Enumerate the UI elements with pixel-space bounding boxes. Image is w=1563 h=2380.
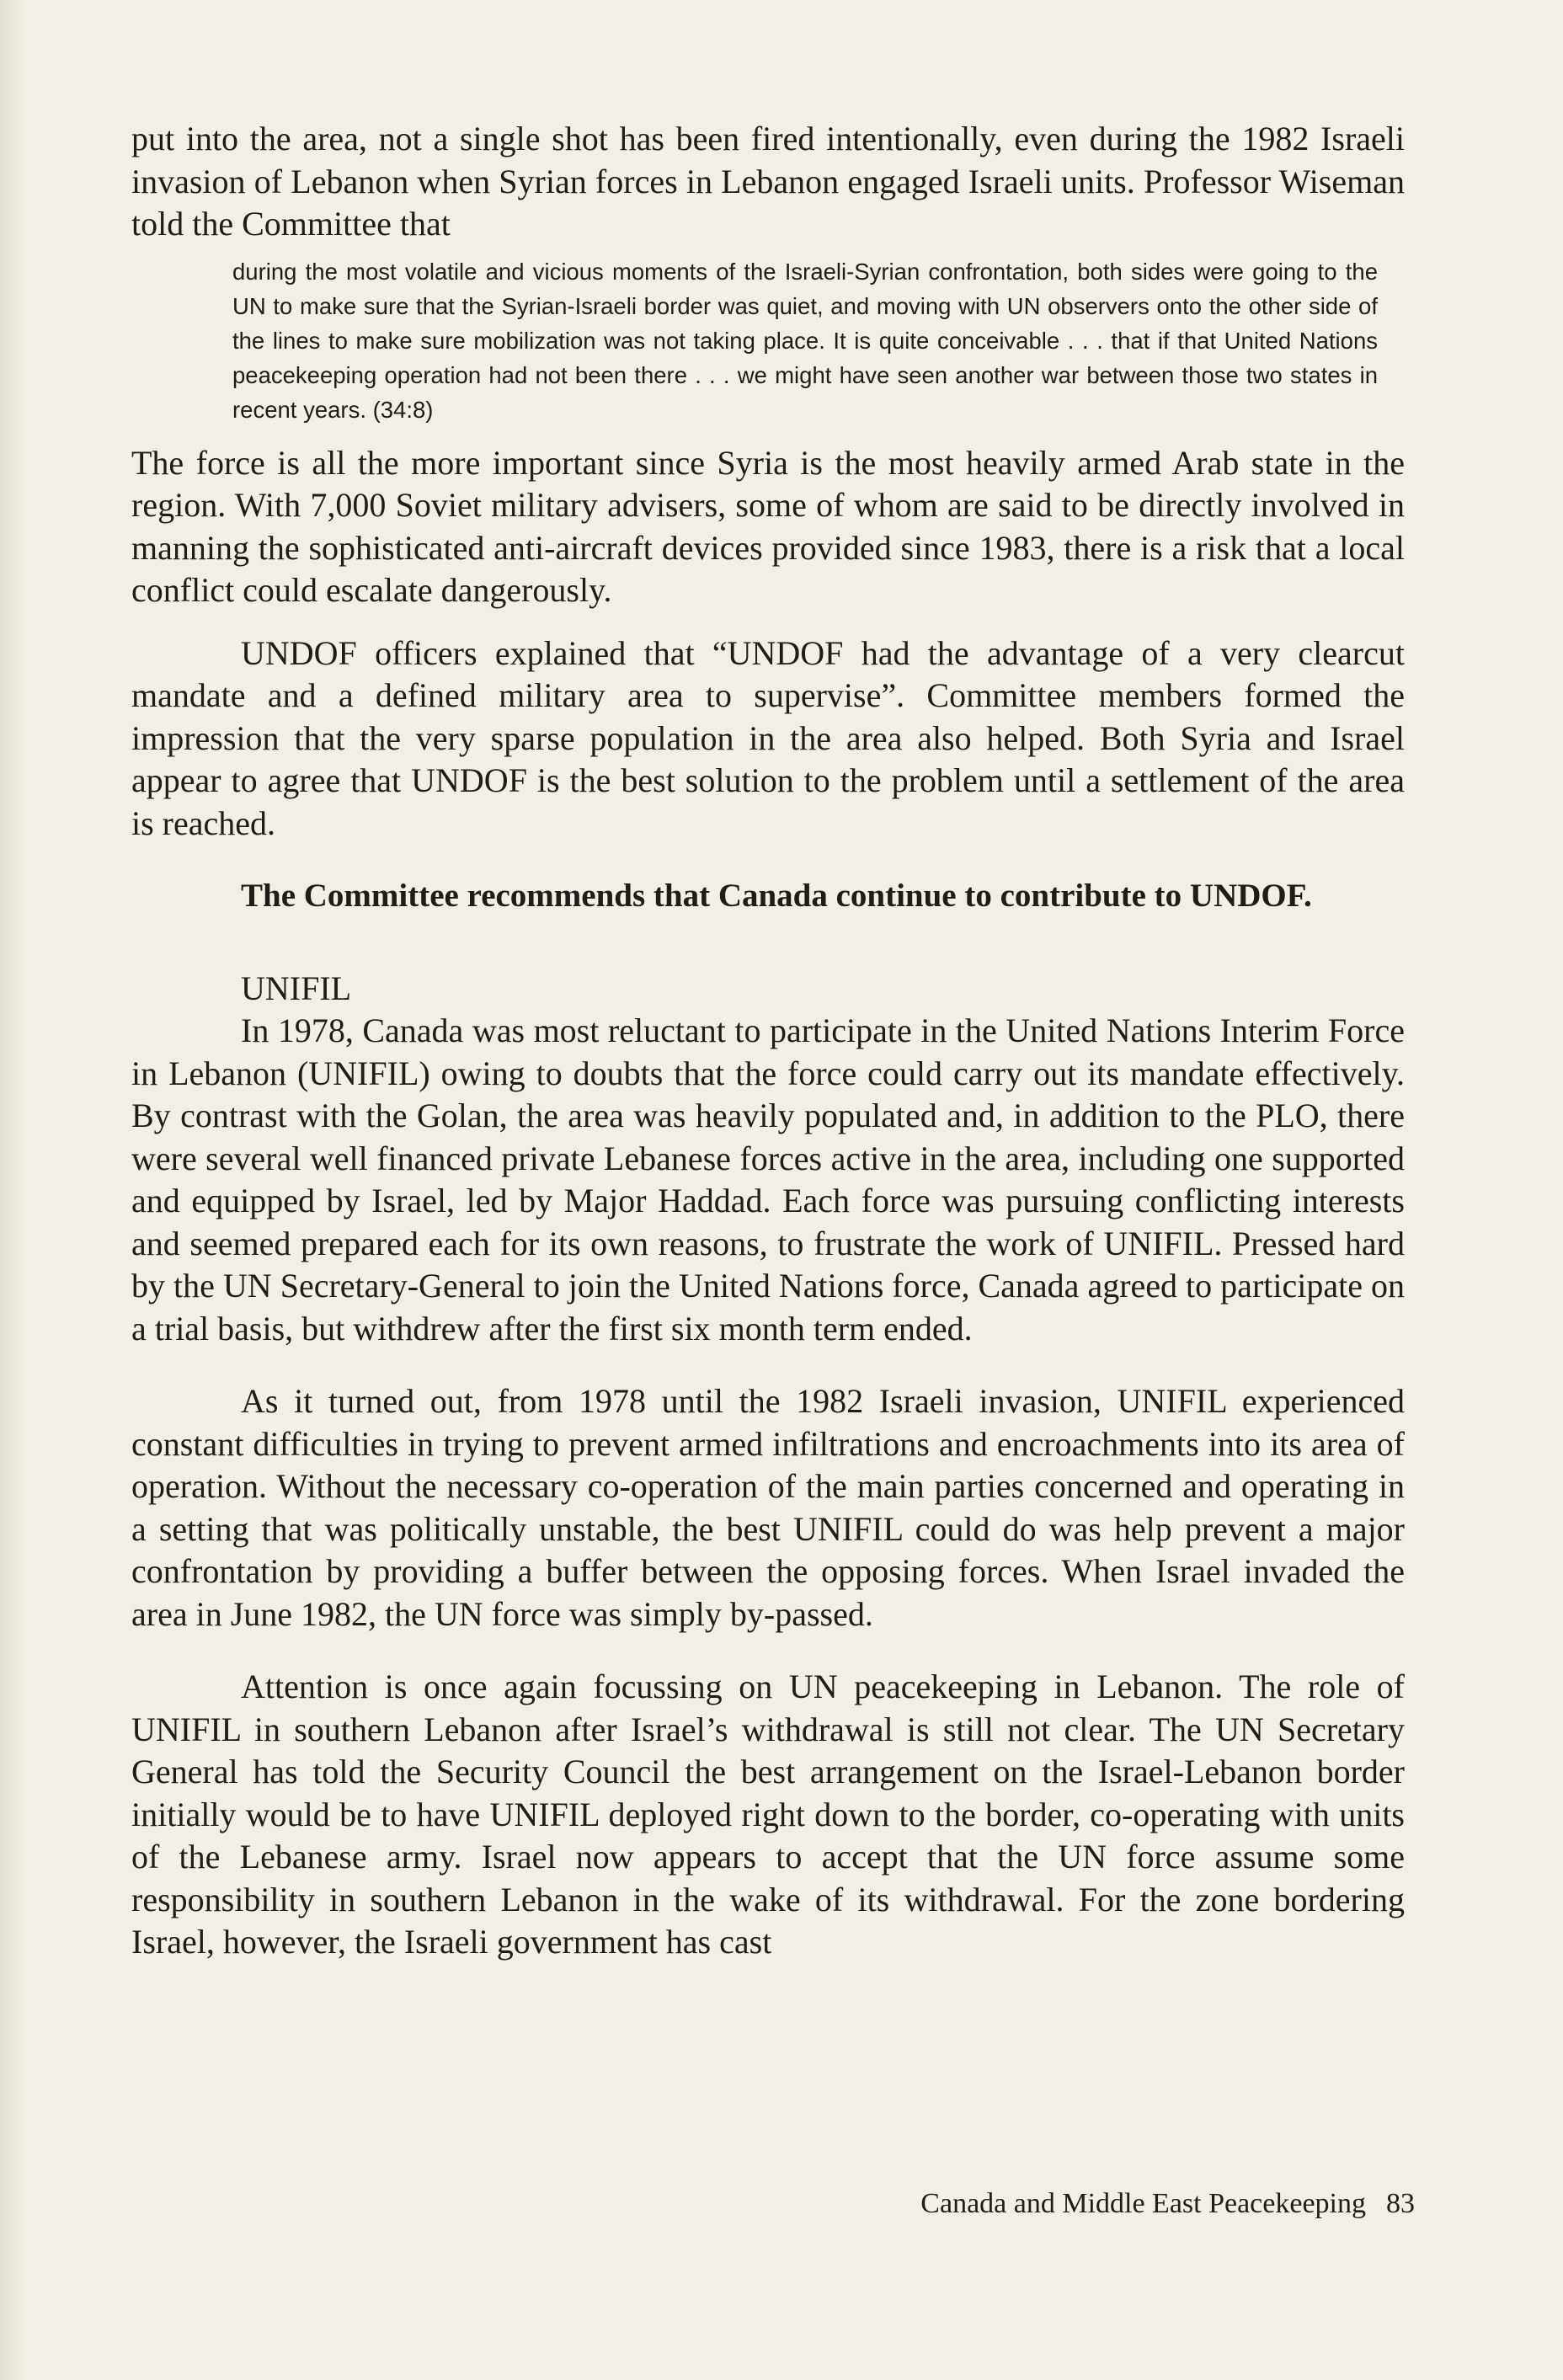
paragraph-6: Attention is once again focussing on UN peacekeeping in Lebanon. The role of UNIFIL in southern Lebanon after Israel’s withdrawal is still not clear. The UN Secretary General has told the Security Council the best arrangement on the Israel-Lebanon border initially would be to have UNIFIL deployed right down to the border, co-operating with units of the Lebanese army. Israel now appears to accept that the UN force assume some responsibility in southern Lebanon in the wake of its withdrawal. For the zone bordering Israel, however, the Israeli government has cast (131, 1668, 1405, 1961)
page-footer (825, 2187, 1415, 2221)
paragraph-4: In 1978, Canada was most reluctant to participate in the United Nations Interim Force in Lebanon (UNIFIL) owing to doubts that the force could carry out its mandate effectively. By contrast with the Golan, the area was heavily populated and, in addition to the PLO, there were several well financed private Lebanese forces active in the area, including one supported and equipped by Israel, led by Major Haddad. Each force was pursuing conflicting interests and seemed prepared each for its own reasons, to frustrate the work of UNIFIL. Pressed hard by the UN Secretary-General to join the United Nations force, Canada agreed to participate on a trial basis, but withdrew after the first six month term ended. (131, 1011, 1405, 1347)
block-quote: during the most volatile and vicious moments of the Israeli-Syrian confrontation, both sides were going to the UN to make sure that the Syrian-Israeli border was quiet, and moving with UN observers onto the other side of the lines to make sure mobilization was not taking place. It is quite conceivable . . . that if that United Nations peacekeeping operation had not been there . . . we might have seen another war between those two states in recent years. (34:8) (232, 258, 1378, 423)
paragraph-5: As it turned out, from 1978 until the 1982 Israeli invasion, UNIFIL experienced constant difficulties in trying to prevent armed infiltrations and encroachments into its area of operation. Without the necessary co-operation of the main parties concerned and operating in a setting that was politically unstable, the best UNIFIL could do was help prevent a major confrontation by providing a buffer between the opposing forces. When Israel invaded the area in June 1982, the UN force was simply by-passed. (131, 1382, 1405, 1633)
running-title: Canada and Middle East Peacekeeping (920, 2188, 1366, 2219)
paragraph-1: put into the area, not a single shot has been fired intentionally, even during the 1982 Israeli invasion of Lebanon when Syrian forces in Lebanon engaged Israeli units. Professor Wiseman told the Committee that (131, 120, 1405, 243)
paragraph-3: UNDOF officers explained that “UNDOF had the advantage of a very clearcut mandate and a defined military area to supervise”. Committee members formed the impression that the very sparse population in the area also helped. Both Syria and Israel appear to agree that UNDOF is the best solution to the problem until a settlement of the area is reached. (131, 633, 1405, 842)
binding-shadow (0, 0, 24, 2380)
committee-recommendation: The Committee recommends that Canada continue to contribute to UNDOF. (241, 878, 1312, 914)
page-content (131, 118, 1405, 1964)
page-number: 83 (1386, 2188, 1415, 2219)
section-heading-unifil: UNIFIL (241, 969, 352, 1007)
paragraph-2: The force is all the more important since Syria is the most heavily armed Arab state in the region. With 7,000 Soviet military advisers, some of whom are said to be directly involved in manning the sophisticated anti-aircraft devices provided since 1983, there is a risk that a local conflict could escalate dangerously. (131, 443, 1405, 609)
